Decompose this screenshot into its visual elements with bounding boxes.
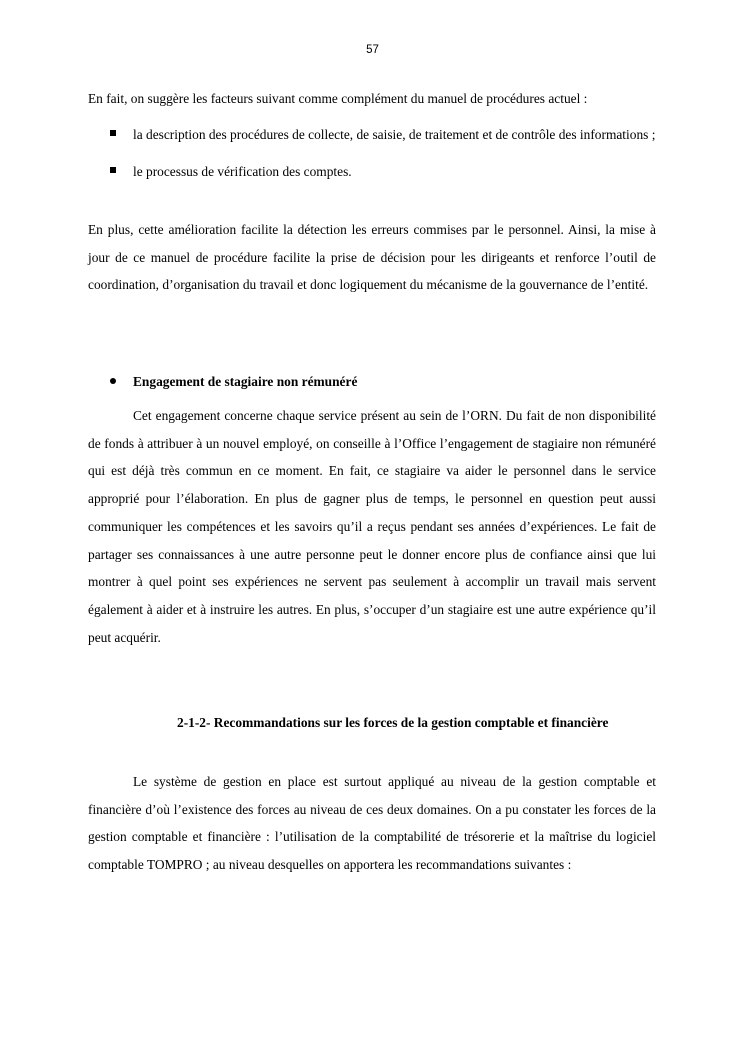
section-heading: 2-1-2- Recommandations sur les forces de la gestion comptable et financière: [177, 715, 609, 730]
square-bullet-icon: [110, 130, 116, 136]
section-paragraph: Le système de gestion en place est surtout appliqué au niveau de la gestion comptable et financière d’où l’existence des forces au niveau de ces deux domaines. On a pu constater les forces de la gestion comptable et financière : l’utilisation de la comptabilité de trésorerie et la maîtrise du logiciel comptable TOMPRO ; au niveau desquelles on apportera les recommandations suivantes :: [88, 774, 656, 873]
engagement-heading: [88, 368, 656, 396]
round-bullet-icon: [110, 378, 116, 384]
list-item: [88, 158, 656, 186]
improvement-paragraph: En plus, cette amélioration facilite la détection les erreurs commises par le personnel. Ainsi, la mise à jour de ce manuel de procédure facilite la prise de décision pour les dirigeants et renforce l’outil de coordination, d’organisation du travail et donc logiquement du mécanisme de la gouvernance de l’entité.: [88, 222, 656, 293]
square-bullet-icon: [110, 167, 116, 173]
engagement-paragraph: Cet engagement concerne chaque service présent au sein de l’ORN. Du fait de non disponibilité de fonds à attribuer à un nouvel employé, on conseille à l’Office l’engagement de stagiaire non rémunéré qui est déjà très commun en ce moment. En fait, ce stagiaire va aider le personnel dans le service approprié pour l’élaboration. En plus de gagner plus de temps, le personnel en question peut aussi communiquer les compétences et les savoirs qu’il a reçus pendant ses années d’expériences. Le fait de partager ses connaissances à une autre personne peut le donner encore plus de confiance ainsi que lui montrer à quel point ses expériences ne servent pas seulement à accomplir un travail mais servent également à aider et à instruire les autres. En plus, s’occuper d’un stagiaire est une autre expérience qu’il peut acquérir.: [88, 408, 656, 645]
list-item-text: le processus de vérification des comptes.: [133, 163, 352, 179]
engagement-heading-text: Engagement de stagiaire non rémunéré: [133, 374, 358, 389]
page-number: 57: [366, 44, 379, 56]
procedures-list: [88, 121, 656, 185]
intro-paragraph: En fait, on suggère les facteurs suivant comme complément du manuel de procédures actuel :: [88, 91, 588, 106]
list-item: [88, 121, 656, 149]
list-item-text: la description des procédures de collecte, de saisie, de traitement et de contrôle des informations ;: [133, 127, 656, 142]
